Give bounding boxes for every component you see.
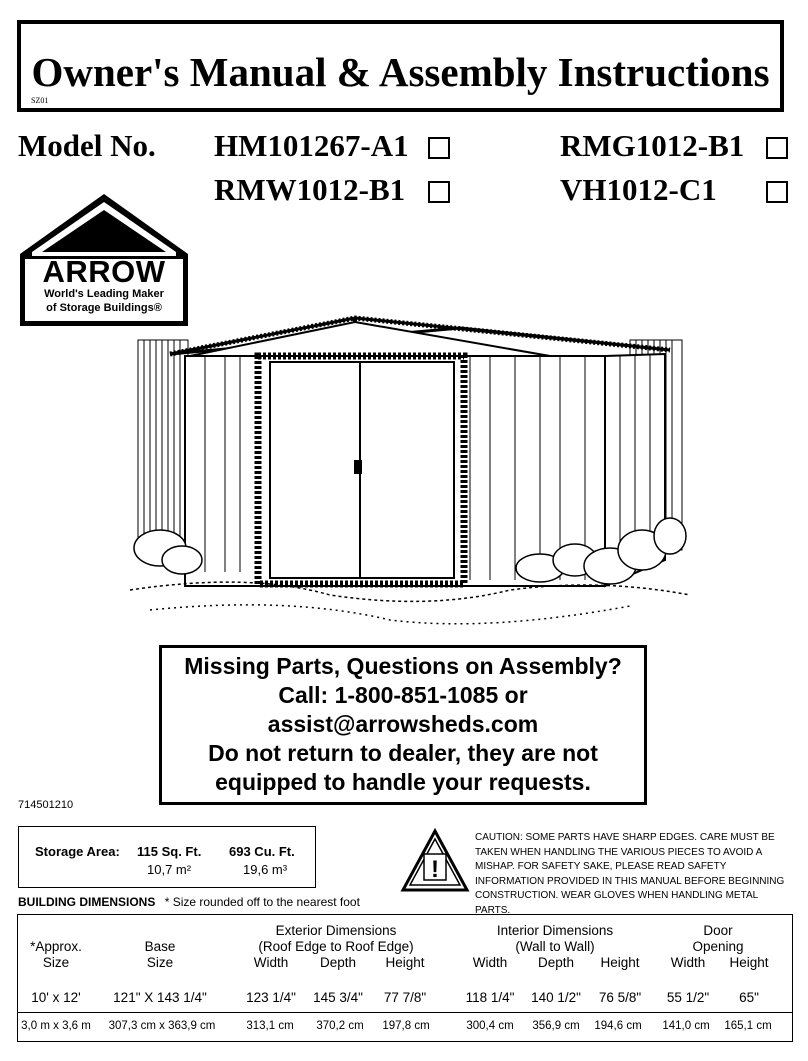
table-cell: 76 5/8"	[598, 990, 642, 1005]
shed-illustration	[130, 310, 690, 640]
col-int-depth: Depth	[537, 955, 575, 970]
part-number: 714501210	[18, 799, 74, 811]
exterior-header-1: Exterior Dimensions	[275, 923, 397, 938]
storage-label: Storage Area:	[35, 844, 120, 859]
help-line-4: Do not return to dealer, they are not	[208, 740, 598, 766]
model-hm101267: HM101267-A1	[214, 128, 409, 163]
table-cell: 145 3/4"	[313, 990, 363, 1005]
table-cell: 10' x 12'	[31, 990, 81, 1005]
table-cell: 307,3 cm x 363,9 cm	[108, 1020, 216, 1032]
col-base-size: Size	[146, 955, 174, 970]
logo-tagline-2: of Storage Buildings®	[46, 302, 162, 314]
table-cell: 77 7/8"	[383, 990, 427, 1005]
interior-header-2: (Wall to Wall)	[515, 939, 595, 954]
table-cell: 197,8 cm	[382, 1020, 430, 1032]
table-cell: 194,6 cm	[594, 1020, 642, 1032]
arrow-logo	[18, 192, 190, 328]
warning-glyph: !	[431, 856, 439, 883]
help-line-1: Missing Parts, Questions on Assembly?	[184, 653, 622, 679]
model-rmg1012: RMG1012-B1	[560, 128, 745, 163]
interior-header-1: Interior Dimensions	[496, 923, 614, 938]
dimensions-note: * Size rounded off to the nearest foot	[164, 895, 360, 909]
dimensions-heading: BUILDING DIMENSIONS	[18, 895, 156, 909]
col-approx: *Approx.	[30, 939, 82, 954]
row-divider	[18, 1012, 792, 1013]
logo-tagline-1: World's Leading Maker	[44, 288, 164, 300]
checkbox-rmg1012[interactable]	[766, 137, 788, 159]
col-base: Base	[144, 939, 176, 954]
caution-text: CAUTION: SOME PARTS HAVE SHARP EDGES. CARE MUST BE TAKEN WHEN HANDLING THE VARIOUS PIECES TO AVOID A MISHAP. FOR SAFETY SAKE, PLEASE READ SAFETY INFORMATION PROVIDED IN THIS MANUAL BEFORE BEGINNING CONSTRUCTION. WEAR GLOVES WHEN HANDLING METAL PARTS.	[475, 832, 785, 916]
table-cell: 356,9 cm	[532, 1020, 580, 1032]
table-cell: 141,0 cm	[662, 1020, 710, 1032]
col-int-height: Height	[600, 955, 640, 970]
col-door-height: Height	[729, 955, 769, 970]
col-size: Size	[42, 955, 70, 970]
model-vh1012: VH1012-C1	[560, 172, 717, 207]
page-title: Owner's Manual & Assembly Instructions	[31, 49, 770, 95]
col-ext-depth: Depth	[319, 955, 357, 970]
col-ext-width: Width	[253, 955, 289, 970]
table-cell: 118 1/4"	[465, 990, 515, 1005]
table-cell: 165,1 cm	[724, 1020, 772, 1032]
exterior-header-2: (Roof Edge to Roof Edge)	[258, 939, 414, 954]
checkbox-vh1012[interactable]	[766, 181, 788, 203]
document-code: SZ01	[31, 96, 49, 105]
logo-brand: ARROW	[42, 254, 166, 289]
checkbox-rmw1012[interactable]	[428, 181, 450, 203]
dimensions-table	[17, 914, 793, 1042]
table-cell: 370,2 cm	[316, 1020, 364, 1032]
col-int-width: Width	[472, 955, 508, 970]
door-header-1: Door	[703, 923, 733, 938]
checkbox-hm101267[interactable]	[428, 137, 450, 159]
model-rmw1012: RMW1012-B1	[214, 172, 406, 207]
storage-box	[18, 826, 316, 888]
dimensions-heading-row	[18, 895, 360, 909]
table-cell: 65"	[739, 990, 759, 1005]
storage-area-metric: 10,7 m²	[147, 862, 192, 877]
storage-volume-metric: 19,6 m³	[243, 862, 288, 877]
model-label: Model No.	[18, 128, 156, 163]
table-cell: 55 1/2"	[666, 990, 710, 1005]
warning-icon	[400, 828, 470, 894]
storage-area: 115 Sq. Ft.	[137, 844, 202, 859]
table-cell: 121" X 143 1/4"	[113, 990, 207, 1005]
col-door-width: Width	[670, 955, 706, 970]
help-email[interactable]: assist@arrowsheds.com	[267, 711, 539, 737]
door-header-2: Opening	[692, 939, 744, 954]
help-line-5: equipped to handle your requests.	[215, 769, 591, 795]
table-cell: 3,0 m x 3,6 m	[21, 1020, 91, 1032]
table-cell: 123 1/4"	[246, 990, 296, 1005]
storage-volume: 693 Cu. Ft.	[229, 844, 295, 859]
title-box	[17, 20, 784, 112]
col-ext-height: Height	[385, 955, 425, 970]
help-box	[159, 645, 647, 805]
help-phone[interactable]: Call: 1-800-851-1085 or	[278, 682, 528, 708]
table-cell: 300,4 cm	[466, 1020, 514, 1032]
table-cell: 313,1 cm	[246, 1020, 294, 1032]
table-cell: 140 1/2"	[531, 990, 581, 1005]
